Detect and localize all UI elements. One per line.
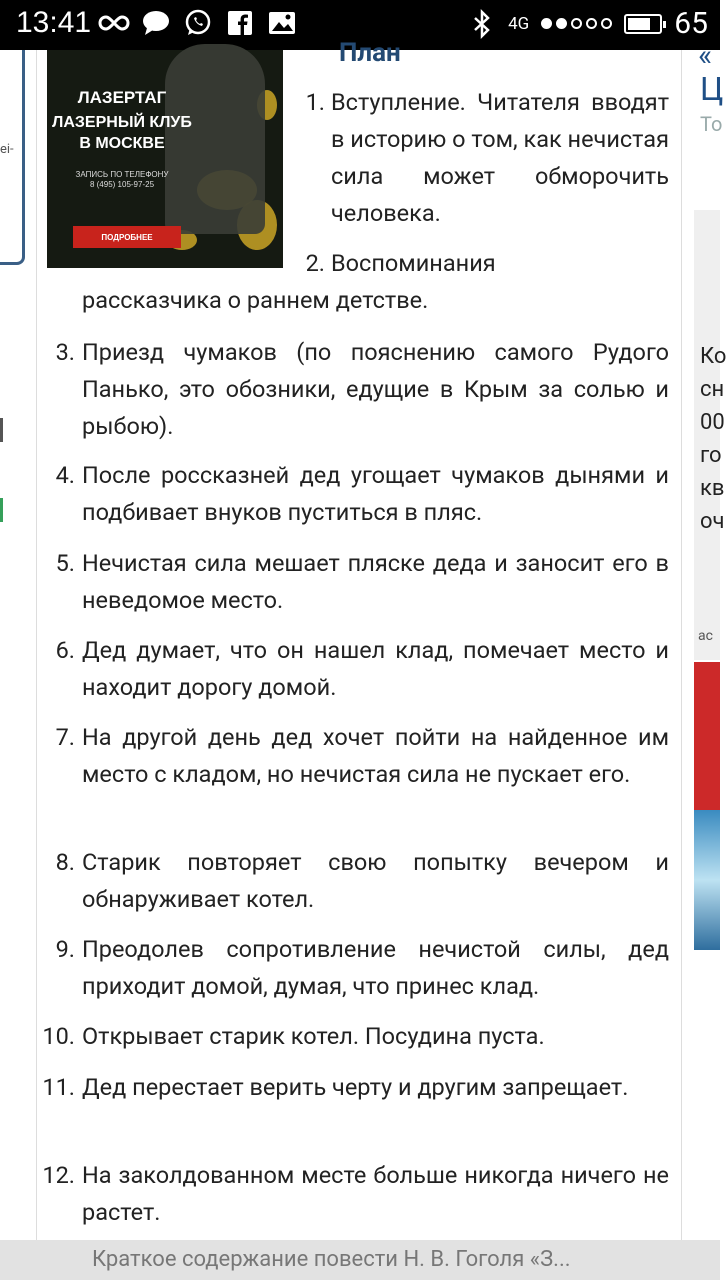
- right-edge-photo: [694, 810, 720, 950]
- left-edge-marker-green: [0, 498, 3, 522]
- notification-icons: [100, 9, 296, 37]
- page-title: Краткое содержание повести Н. В. Гоголя «З...: [92, 1247, 571, 1272]
- battery-percent: 65: [674, 6, 708, 41]
- signal-strength-icon: [541, 18, 612, 29]
- left-edge-text: ei-: [0, 142, 14, 157]
- right-edge-label: ac: [698, 628, 713, 644]
- ad-phone: ЗАПИСЬ ПО ТЕЛЕФОНУ 8 (495) 105-97-25: [75, 170, 169, 189]
- right-edge-title: Ц: [700, 70, 724, 108]
- battery-icon: [624, 14, 662, 34]
- network-type: 4G: [508, 13, 530, 34]
- plan-heading: План: [339, 38, 401, 68]
- right-edge-subtitle: То: [700, 112, 723, 136]
- image-icon: [268, 9, 296, 37]
- right-edge-content: [694, 38, 726, 1240]
- bluetooth-icon: [468, 10, 496, 38]
- chat-bubble-icon: [142, 9, 170, 37]
- article-content: План ЛАЗЕРТАГ ЛАЗЕРНЫЙ КЛУБ В МОСКВЕ ЗАПИСЬ ПО ТЕЛЕФОНУ 8 (495) 105-97-25 ПОДРОБНЕЕ 1. Вступление. Читателя вводят в историю о том, как нечистая сила может обморочить человека. 2. Воспоминания рассказчика о раннем детстве. 3. Приезд чумаков (по пояснению самого Рудого Панько, это обозники, едущие в Крым за солью и рыбою). 4. После россказней дед угощает чумаков дынями и подбивает внуков пуститься в пляс. 5. Нечистая сила мешает пляске деда и заносит его в неведомое место. 6. Дед думает, что он нашел клад, помечает место и находит дорогу домой. 7. На другой день дед хочет пойти на найденное им место с кладом, но нечистая сила не пускает его. 8. Старик повторяет свою попытку вечером и обнаруживает котел. 9. Преодолев сопротивление нечистой силы, дед приходит домой, думая, что принес клад. 10. Открывает старик котел. Посудина пуста. 11. Дед перестает верить черту и другим запрещает. 12. На заколдованном месте больше никогда ничего не растет.: [36, 50, 682, 1240]
- left-edge-content: [0, 50, 25, 265]
- page-title-bar[interactable]: [0, 1240, 720, 1280]
- infinity-icon: [100, 9, 128, 37]
- facebook-icon: [226, 9, 254, 37]
- lasertag-ad-banner[interactable]: [47, 50, 283, 268]
- ad-subtitle: ЛАЗЕРНЫЙ КЛУБ В МОСКВЕ: [52, 114, 192, 152]
- ad-more-button[interactable]: ПОДРОБНЕЕ: [73, 226, 181, 248]
- system-indicators: [468, 6, 708, 41]
- clock: 13:41: [16, 6, 92, 39]
- right-edge-text: Ко сн 00 го кв оч: [700, 344, 726, 534]
- left-edge-marker: [0, 418, 3, 442]
- whatsapp-icon: [184, 9, 212, 37]
- right-edge-quote: «: [698, 38, 713, 73]
- ad-title: ЛАЗЕРТАГ: [77, 88, 167, 107]
